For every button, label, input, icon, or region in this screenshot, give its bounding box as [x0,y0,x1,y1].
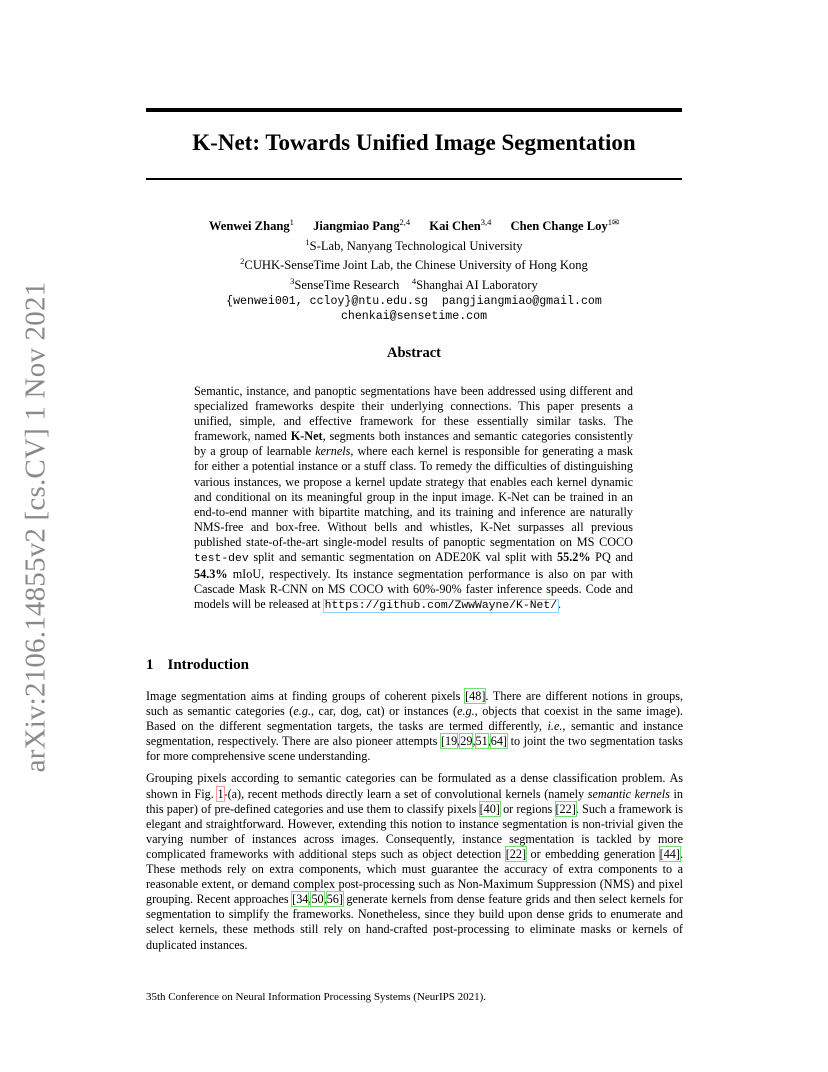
abstract-heading: Abstract [387,345,441,361]
figure-link[interactable]: 1 [217,786,224,801]
arxiv-identifier-stamp [14,281,58,773]
affiliation-line: $^1$S-Lab, Nanyang Technological University [305,236,523,253]
citation-link[interactable]: [34 [292,892,309,907]
author-name: Wenwei Zhang$^1$ [208,217,294,234]
citation-link[interactable]: [22] [555,801,576,816]
title-top-rule [146,108,682,112]
email-line: chenkai@sensetime.com [340,310,488,324]
arxiv-stamp-text: arXiv:2106.14855v2 [cs.CV] 1 Nov 2021 [19,281,52,773]
paragraph: Grouping pixels according to semantic categories can be formulated as a dense classification problem. As shown in Fig. 1-(a), recent methods directly learn a set of convolutional kernels (namely semantic kernels in this paper) of pre-defined categories and use them to classify pixels [40] or regions [22]. Such a framework is elegant and straightforward. However, extending this notion to instance segmentation is non-trivial given the varying number of instances across images. Consequently, instance segmentation is tackled by more complicated frameworks with additional steps such as object detection [22] or embedding generation [44]. These methods rely on extra components, which must guarantee the accuracy of extra components to a reasonable extent, or demand complex post-processing such as Non-Maximum Suppression (NMS) and pixel grouping. Recent approaches [34,50,56] generate kernels from dense feature grids and then select kernels for segmentation to simplify the frameworks. Nonetheless, since they build upon dense grids to enumerate and select kernels, these methods still rely on hand-crafted post-processing to eliminate masks or kernels of duplicated instances. [146,771,683,952]
citation-link[interactable]: 51 [475,734,488,749]
email-line: {wenwei001, ccloy}@ntu.edu.sg pangjiangmiao@gmail.com [226,294,602,308]
author-name: Kai Chen$^{3,4}$ [429,217,492,234]
citation-link[interactable]: [48] [465,689,486,703]
abstract-text: Semantic, instance, and panoptic segmentations have been addressed using different and specialized frameworks despite their underlying connections. This paper presents a unified, simple, and effective framework for these essentially similar tasks. The framework, named K-Net, segments both instances and semantic categories consistently by a group of learnable kernels, where each kernel is responsible for generating a mask for either a potential instance or a stuff class. To remedy the difficulties of distinguishing various instances, we propose a kernel update strategy that enables each kernel dynamic and conditional on its meaningful group in the input image. K-Net can be trained in an end-to-end manner with bipartite matching, and its training and inference are naturally NMS-free and box-free. Without bells and whistles, K-Net surpasses all previous published state-of-the-art single-model results of panoptic segmentation on MS COCO test-dev split and semantic segmentation on ADE20K val split with 55.2% PQ and 54.3% mIoU, respectively. Its instance segmentation performance is also on par with Cascade Mask R-CNN on MS COCO with 60%-90% faster inference speeds. Code and models will be released at https://github.com/ZwwWayne/K-Net/. [194,384,634,613]
author-name: Chen Change Loy$^{1✉}$ [510,217,620,234]
section-heading-introduction: 1 Introduction [146,657,249,673]
paper-title: K-Net: Towards Unified Image Segmentation [192,130,636,155]
affiliation-line: $^2$CUHK-SenseTime Joint Lab, the Chinese University of Hong Kong [240,256,588,273]
title-bottom-rule [146,178,682,180]
author-block [146,215,682,325]
author-name: Jiangmiao Pang$^{2,4}$ [313,217,411,234]
author-names [146,215,682,235]
citation-link[interactable]: 64] [490,734,507,749]
citation-link[interactable]: 50 [311,892,324,907]
code-url-link[interactable]: https://github.com/ZwwWayne/K-Net/ [324,600,558,613]
paragraph: Image segmentation aims at finding groups of coherent pixels [48]. There are different notions in groups, such as semantic categories (e.g., car, dog, cat) or instances (e.g., objects that coexist in the same image). Based on the different segmentation targets, the tasks are termed differently, i.e., semantic and instance segmentation, respectively. There are also pioneer attempts [19,29,51,64] to joint the two segmentation tasks for more comprehensive scene understanding. [146,689,683,764]
citation-link[interactable]: [44] [659,846,680,861]
citation-link[interactable]: 56] [326,892,343,907]
citation-link[interactable]: [40] [479,801,500,816]
affiliation-line: $^3$SenseTime Research $^4$Shanghai AI Laboratory [290,276,538,293]
citation-link[interactable]: [22] [505,846,527,861]
conference-footer: 35th Conference on Neural Information Processing Systems (NeurIPS 2021). [146,991,487,1003]
introduction-body [146,689,683,960]
citation-link[interactable]: 29 [460,734,473,749]
citation-link[interactable]: [19 [440,734,458,749]
